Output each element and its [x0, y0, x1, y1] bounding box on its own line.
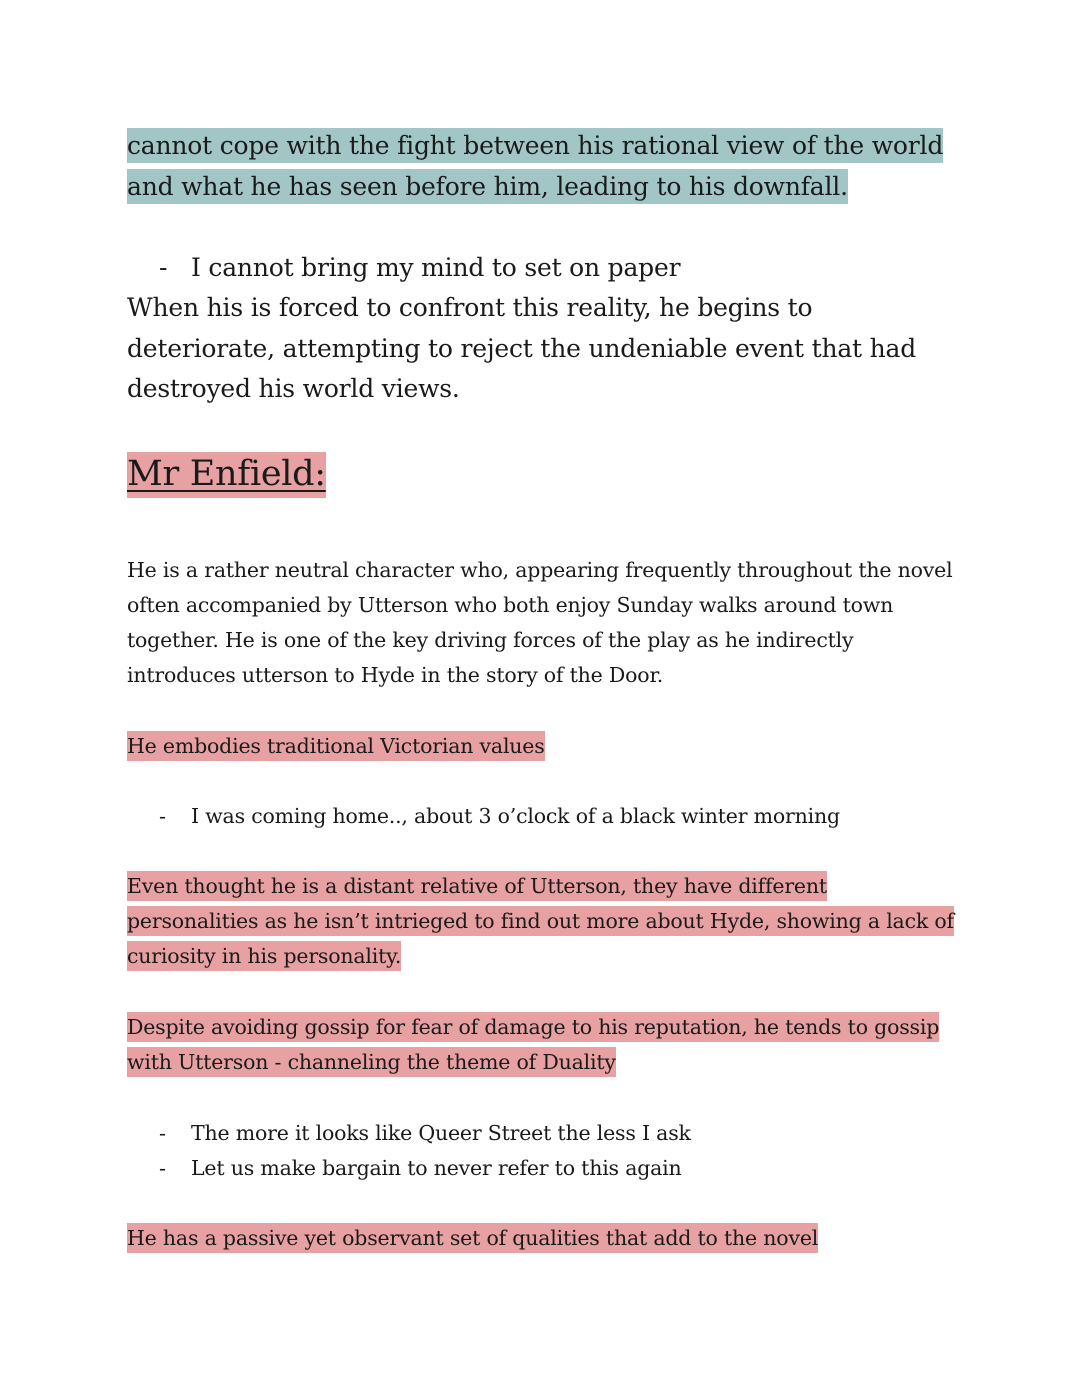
bullet-dash: -: [159, 253, 168, 282]
point-1-highlight: He embodies traditional Victorian values: [127, 731, 545, 761]
intro-highlight: cannot cope with the fight between his rational view of the world and what he has seen before him, leading to his downfall.: [127, 128, 943, 204]
intro-paragraph: [127, 126, 957, 207]
point-1: [127, 729, 967, 764]
description-paragraph: He is a rather neutral character who, appearing frequently throughout the novel often accompanied by Utterson who both enjoy Sunday walks around town together. He is one of the key driving forces of the play as he indirectly introduces utterson to Hyde in the story of the Door.: [127, 558, 953, 687]
point-2: [127, 869, 962, 974]
point-3-highlight: Despite avoiding gossip for fear of damage to his reputation, he tends to gossip with Utterson - channeling the theme of Duality: [127, 1012, 939, 1077]
section-heading: [127, 451, 326, 497]
quote-2: [159, 799, 840, 834]
quote-2-text: I was coming home.., about 3 o’clock of a black winter morning: [191, 804, 840, 828]
quote-1: [159, 248, 680, 289]
quote-3: [159, 1116, 691, 1151]
point-4: [127, 1221, 967, 1256]
quote-1-text: I cannot bring my mind to set on paper: [191, 253, 681, 282]
quote-3-text: The more it looks like Queer Street the less I ask: [191, 1121, 691, 1145]
quote-4-text: Let us make bargain to never refer to this again: [191, 1156, 682, 1180]
bullet-dash: -: [159, 804, 166, 828]
point-3: [127, 1010, 952, 1080]
bullet-dash: -: [159, 1156, 166, 1180]
paragraph-1: When his is forced to confront this reality, he begins to deteriorate, attempting to reject the undeniable event that had destroyed his world views.: [127, 293, 917, 403]
section-heading-text: Mr Enfield:: [127, 452, 326, 498]
point-2-highlight: Even thought he is a distant relative of Utterson, they have different personalities as he isn’t intrieged to find out more about Hyde, showing a lack of curiosity in his personality.: [127, 871, 954, 971]
bullet-dash: -: [159, 1121, 166, 1145]
point-4-highlight: He has a passive yet observant set of qualities that add to the novel: [127, 1223, 818, 1253]
quote-4: [159, 1151, 682, 1186]
